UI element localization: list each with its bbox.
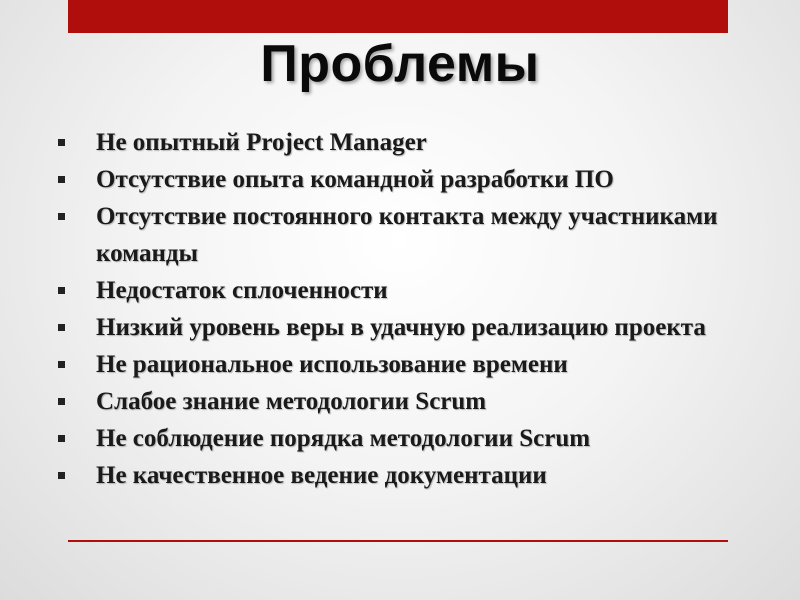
square-bullet-icon	[58, 213, 65, 220]
square-bullet-icon	[58, 287, 65, 294]
square-bullet-icon	[58, 361, 65, 368]
square-bullet-icon	[58, 398, 65, 405]
bullet-item	[58, 124, 758, 161]
bullet-text: Не качественное ведение документации	[96, 462, 547, 489]
square-bullet-icon	[58, 472, 65, 479]
bullet-list	[58, 124, 758, 494]
bullet-text: Низкий уровень веры в удачную реализацию проекта	[96, 314, 706, 341]
slide-title: Проблемы	[260, 35, 540, 93]
bullet-item	[58, 383, 758, 420]
bullet-item	[58, 309, 758, 346]
bottom-accent-line	[68, 540, 728, 542]
square-bullet-icon	[58, 176, 65, 183]
square-bullet-icon	[58, 139, 65, 146]
bullet-text: Слабое знание методологии Scrum	[96, 388, 487, 415]
square-bullet-icon	[58, 435, 65, 442]
bullet-text: Не рациональное использование времени	[96, 351, 568, 378]
bullet-item	[58, 198, 758, 272]
bullet-text: Не опытный Project Manager	[96, 129, 427, 156]
bullet-text: Отсутствие постоянного контакта между участниками команды	[96, 203, 718, 267]
top-accent-bar	[68, 0, 728, 33]
bullet-item	[58, 420, 758, 457]
bullet-item	[58, 346, 758, 383]
bullet-text: Отсутствие опыта командной разработки ПО	[96, 166, 614, 193]
square-bullet-icon	[58, 324, 65, 331]
bullet-text: Недостаток сплоченности	[96, 277, 388, 304]
bullet-text: Не соблюдение порядка методологии Scrum	[96, 425, 591, 452]
bullet-item	[58, 161, 758, 198]
bullet-item	[58, 272, 758, 309]
bullet-item	[58, 457, 758, 494]
